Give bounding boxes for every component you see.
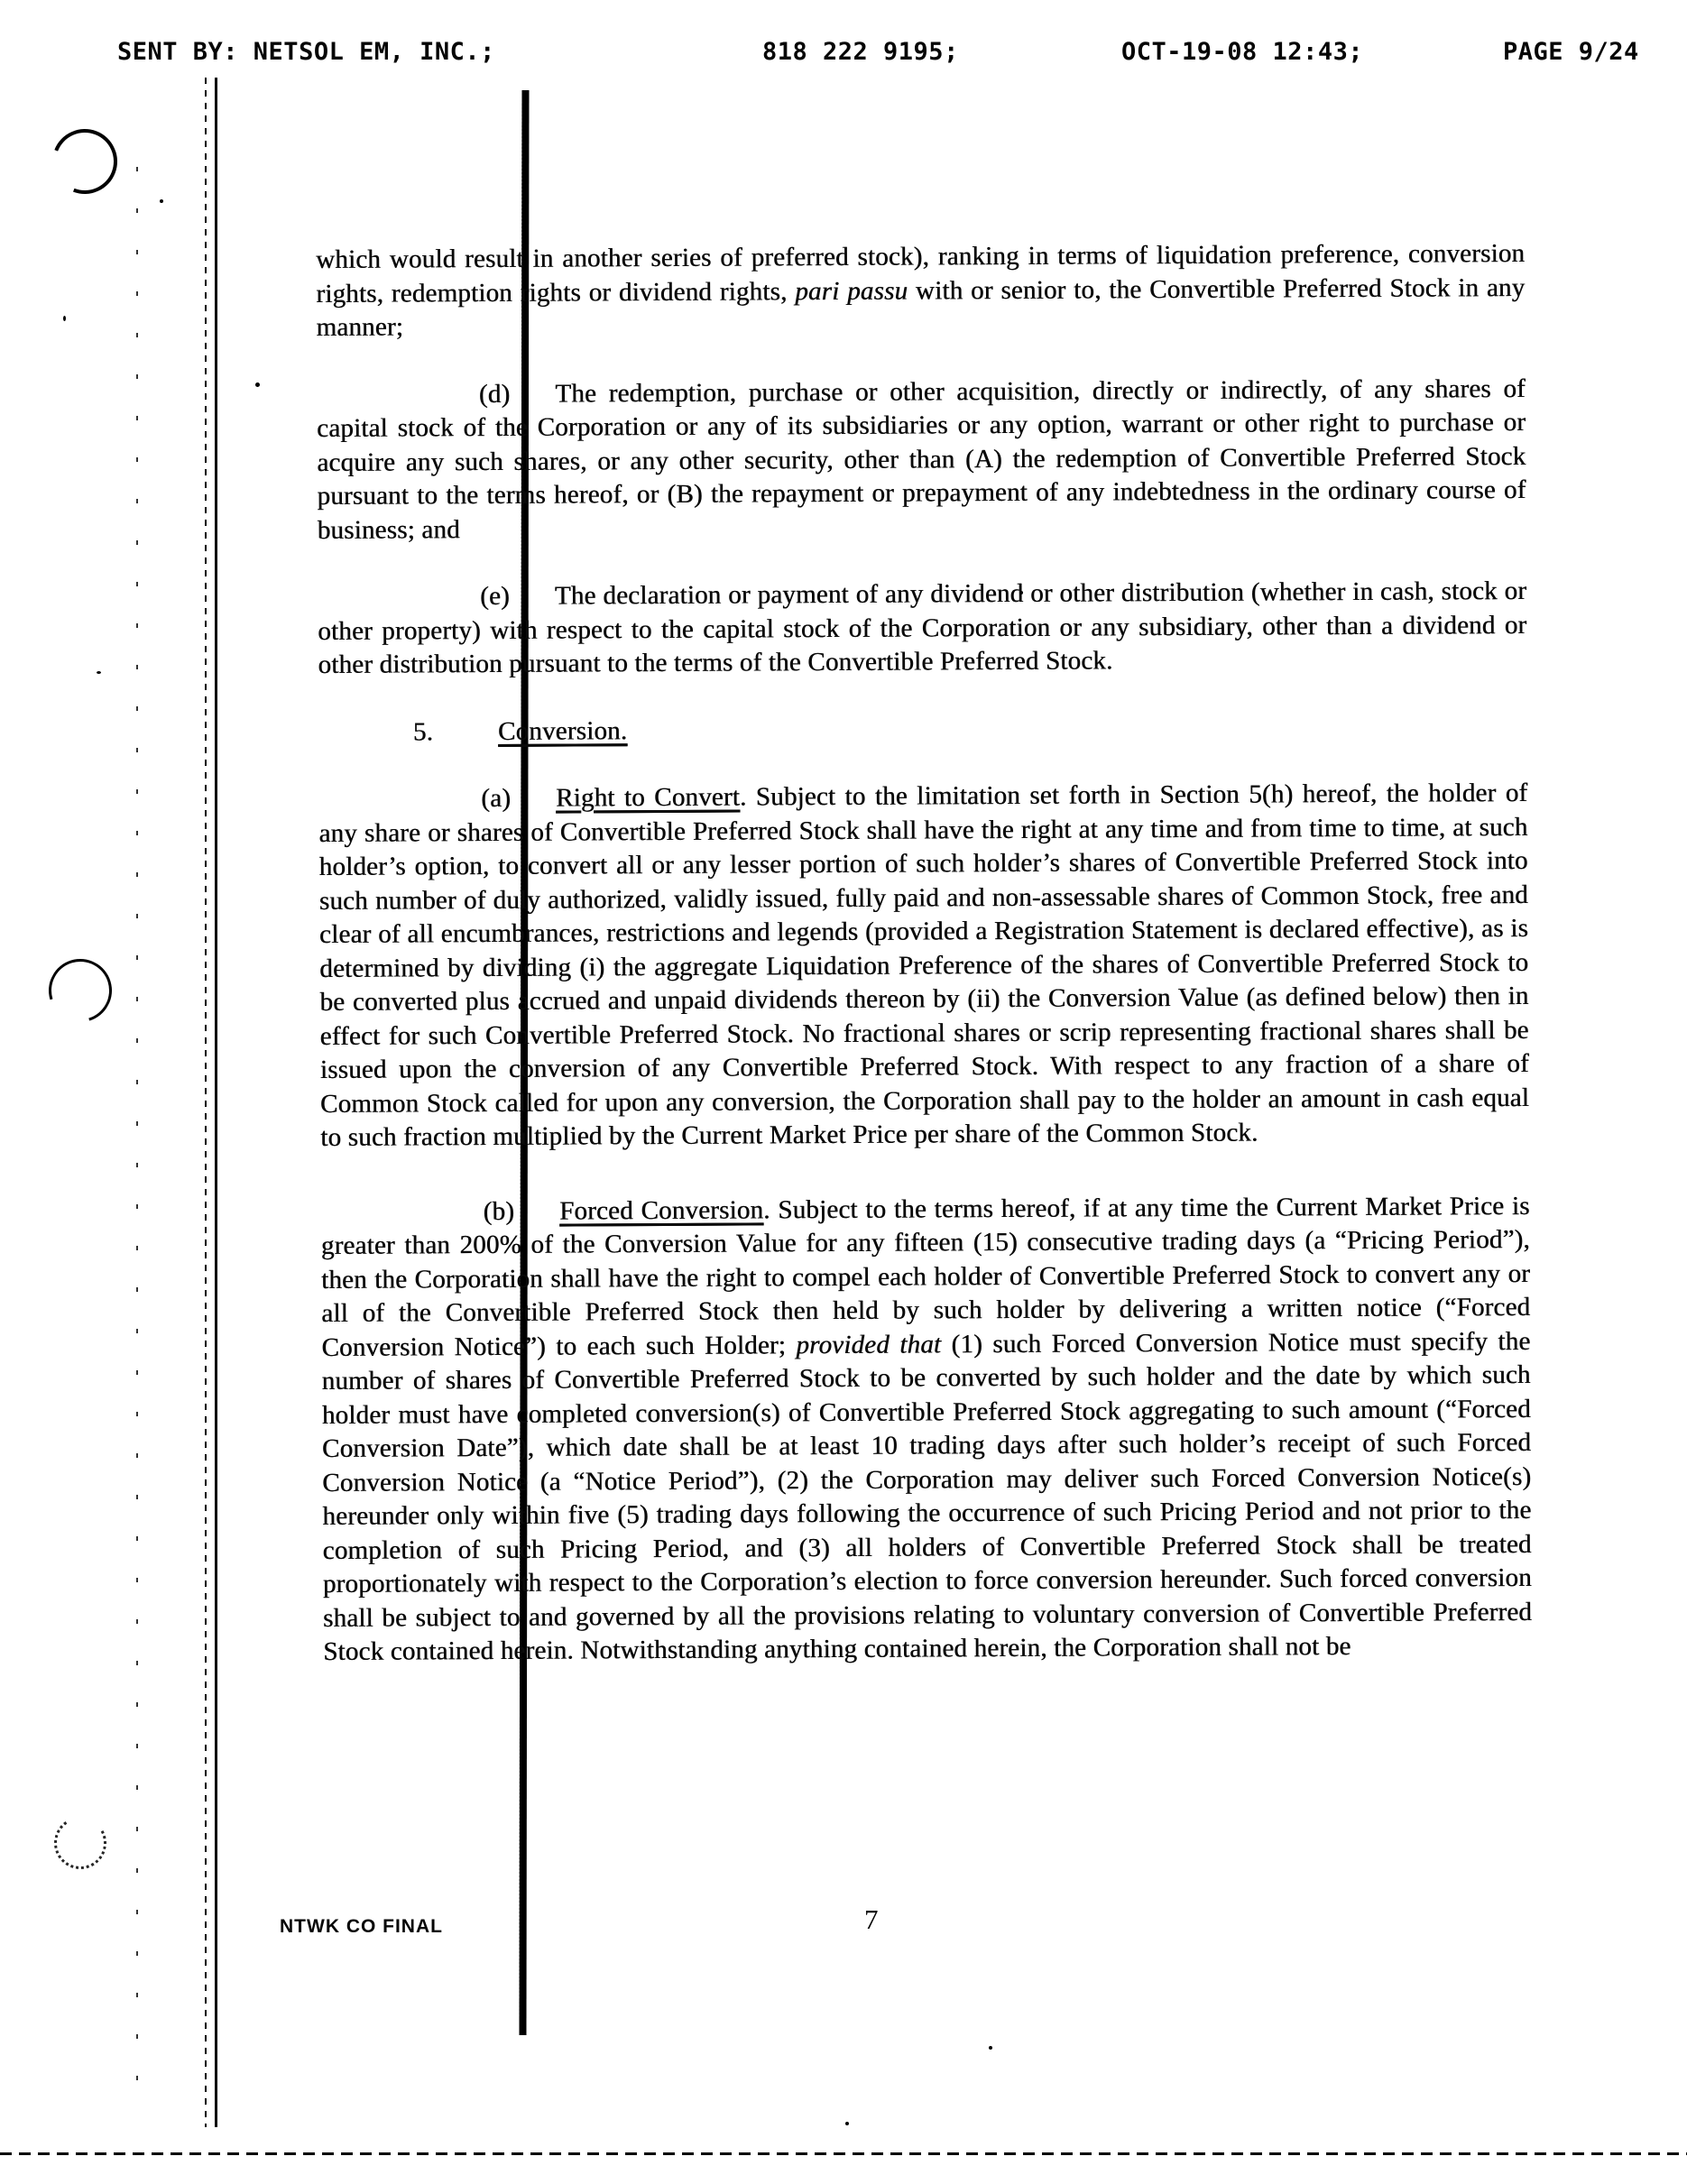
section-5-title: Conversion. — [497, 715, 628, 746]
fax-noise-speck — [63, 316, 66, 321]
fax-noise-speck — [160, 199, 163, 203]
fax-sender-text: SENT BY: NETSOL EM, INC.; — [117, 38, 495, 66]
clause-d-label: (d) — [478, 379, 511, 409]
paragraph-clause-b — [321, 1189, 1533, 1669]
paragraph-clause-d — [317, 372, 1526, 548]
clause-a-label: (a) — [481, 783, 512, 814]
fax-page-indicator: PAGE 9/24 — [1503, 38, 1639, 66]
left-margin-solid-line — [215, 78, 217, 2127]
paragraph-clause-e — [318, 575, 1527, 683]
bottom-dashed-edge-line — [0, 2152, 1687, 2155]
clause-e-label: (e) — [479, 581, 510, 612]
document-reference: NTWK CO FINAL — [280, 1916, 443, 1937]
intro-text: which would result in another series of preferred stock), ranking in terms of liquidation preference, conversion rights, redemption rights or dividend rights, — [316, 238, 1526, 309]
document-body — [316, 237, 1532, 1702]
punch-hole-middle — [38, 948, 124, 1034]
clause-e-text: The declaration or payment of any dividend or other distribution (whether in cash, stock or other property) with respect to the capital stock of the Corporation or any subsidiary, other than a dividend or other distribution pursuant to the terms of the Convertible Preferred Stock. — [318, 576, 1527, 679]
paragraph-intro — [316, 237, 1526, 346]
fax-noise-speck — [255, 382, 260, 387]
punch-hole-bottom — [50, 1812, 112, 1875]
fax-noise-speck — [845, 2122, 849, 2125]
page-number: 7 — [864, 1903, 879, 1935]
fax-datetime: OCT-19-08 12:43; — [1121, 38, 1364, 66]
clause-a-text: . Subject to the limitation set forth in Section 5(h) hereof, the holder of any share or shares of Convertible Preferred Stock shall have the right at any time and from time to time, at such holder’s option, to convert all or any lesser portion of such holder’s shares of Convertible Preferred Stock into such number of duly authorized, validly issued, fully paid and non-assessable shares of Common Stock, free and clear of all encumbrances, restrictions and legends (provided a Registration Statement is declared effective), as is determined by dividing (i) the aggregate Liquidation Preference of the shares of Convertible Preferred Stock to be converted plus accrued and unpaid dividends thereon by (ii) the Conversion Value (as defined below) then in effect for such Convertible Preferred Stock. No fractional shares or scrip representing fractional shares shall be issued upon the conversion of any Convertible Preferred Stock. With respect to any fraction of a share of Common Stock called for upon any conversion, the Corporation shall pay to the holder an amount in cash equal to such fraction multiplied by the Current Market Price per share of the Common Stock. — [318, 778, 1530, 1152]
clause-d-text: The redemption, purchase or other acquisition, directly or indirectly, of any shares of capital stock of the Corporation or any of its subsidiaries or any option, warrant or other right to purchase or acquire any such shares, or any other security, other than (A) the redemption of Convertible Preferred Stock pursuant to the terms hereof, or (B) the repayment or prepayment of any indebtedness in the ordinary course of business; and — [316, 373, 1526, 545]
page-edge-dotted-line — [136, 167, 138, 2115]
fax-noise-speck — [989, 2046, 992, 2050]
section-5-number: 5. — [412, 716, 434, 746]
clause-b-heading: Forced Conversion — [558, 1194, 764, 1226]
intro-italic-pari-passu: pari passu — [795, 276, 908, 306]
left-margin-dotted-line — [205, 78, 207, 2127]
fax-phone-number: 818 222 9195; — [762, 38, 959, 66]
clause-a-heading: Right to Convert — [555, 782, 741, 813]
intro-text-after: with or senior to, the Convertible Preferred Stock in any manner; — [316, 272, 1526, 342]
fax-noise-speck — [97, 671, 101, 674]
paragraph-clause-a — [318, 777, 1529, 1156]
clause-b-label: (b) — [483, 1196, 515, 1226]
section-5-heading — [318, 709, 1527, 750]
punch-hole-top — [41, 118, 127, 204]
clause-b-text-2: (1) such Forced Conversion Notice must specify the number of shares of Convertible Preferred Stock to be converted by such holder and the date by which such holder must have completed conversion(s) of Convertible Preferred Stock aggregating to such amount (“Forced Conversion Date”), which date shall be at least 10 trading days after such holder’s receipt of such Forced Conversion Notice (a “Notice Period”), (2) the Corporation may deliver such Forced Conversion Notice(s) hereunder only within five (5) trading days following the occurrence of such Pricing Period and not prior to the completion of such Pricing Period, and (3) all holders of Convertible Preferred Stock shall be treated proportionately with respect to the Corporation’s election to force conversion hereunder. Such forced conversion shall be subject to and governed by all the provisions relating to voluntary conversion of Convertible Preferred Stock contained herein. Notwithstanding anything contained herein, the Corporation shall not be — [321, 1326, 1533, 1666]
clause-b-italic-provided-that: provided that — [796, 1329, 942, 1359]
clause-b-text-1: . Subject to the terms hereof, if at any time the Current Market Price is greater than 200% of the Conversion Value for any fifteen (15) consecutive trading days (a “Pricing Period”), then the Corporation shall have the right to compel each holder of Convertible Preferred Stock to convert any or all of the Convertible Preferred Stock then held by such holder by delivering a written notice (“Forced Conversion Notice”) to each such Holder; — [320, 1191, 1531, 1362]
